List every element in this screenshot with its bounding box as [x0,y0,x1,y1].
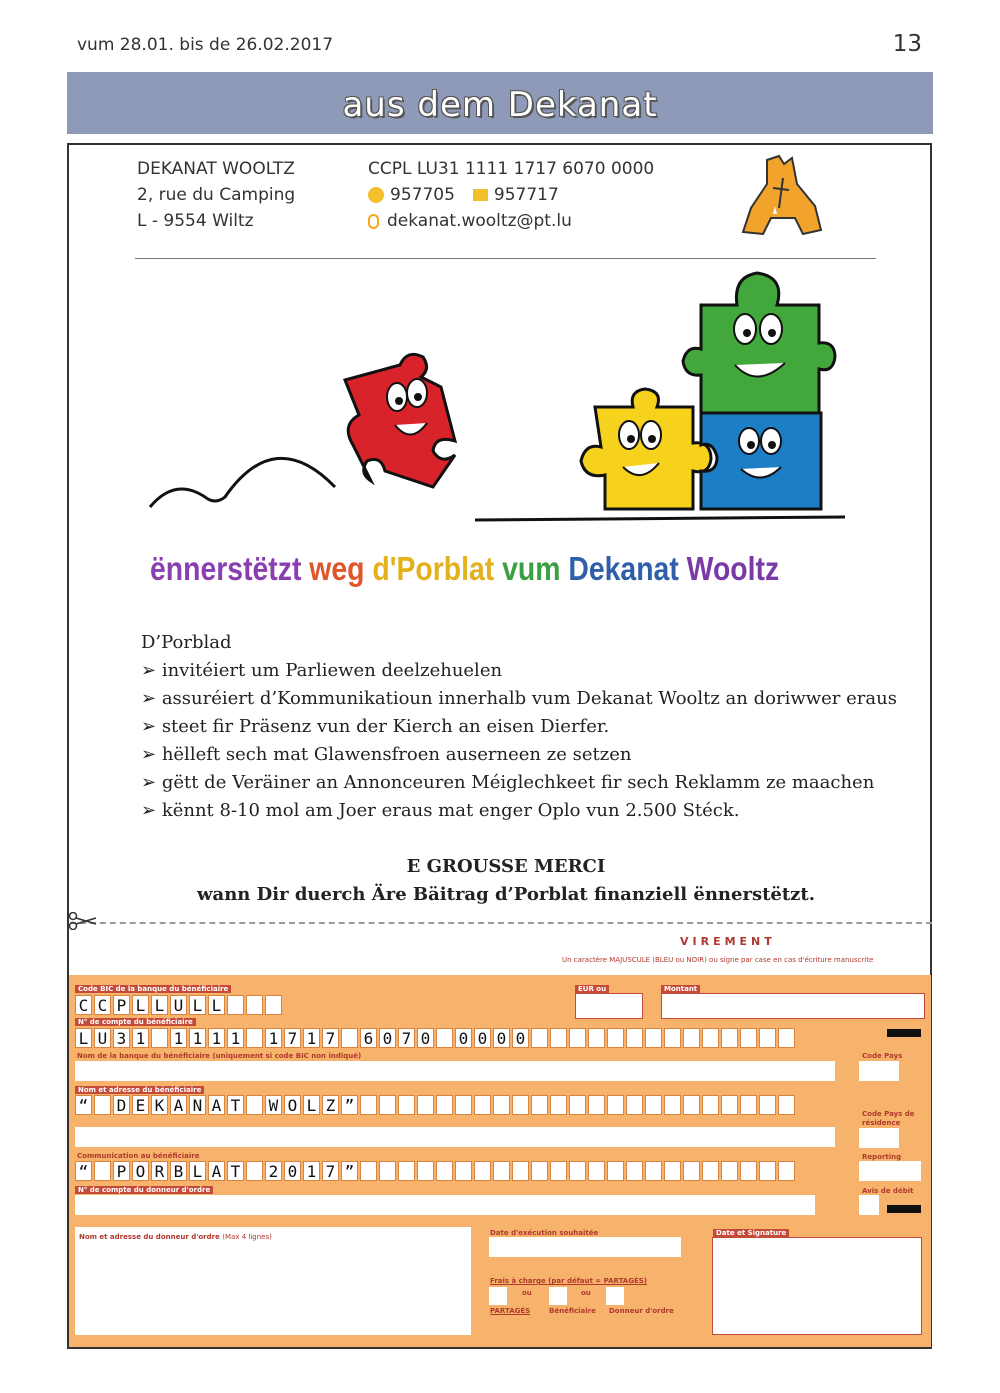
char-box[interactable]: P [113,995,130,1015]
bic-field[interactable] [75,995,282,1015]
char-box[interactable]: T [227,1161,244,1181]
date-signature-field[interactable] [712,1237,922,1335]
char-box[interactable] [151,1028,168,1048]
date-exec-field[interactable] [489,1237,681,1257]
char-box[interactable] [759,1095,776,1115]
char-box[interactable] [398,1095,415,1115]
char-box[interactable]: 1 [170,1028,187,1048]
dekanat-logo-icon [737,154,827,240]
char-box[interactable] [740,1095,757,1115]
frais-ou-2: ou [581,1289,591,1297]
char-box[interactable] [493,1161,510,1181]
account-donor-field[interactable] [75,1195,815,1215]
char-box[interactable]: “ [75,1095,92,1115]
char-box[interactable]: “ [75,1161,92,1181]
char-box[interactable]: 0 [474,1028,491,1048]
char-box[interactable]: 7 [398,1028,415,1048]
frais-donneur-checkbox[interactable] [606,1287,624,1305]
bank-name-field[interactable] [75,1061,835,1081]
char-box[interactable] [645,1095,662,1115]
bullet-text: invitéiert um Parliewen deelzehuelen [161,660,503,681]
char-box[interactable] [246,1161,263,1181]
char-box[interactable]: 1 [132,1028,149,1048]
char-box[interactable] [626,1161,643,1181]
communication-field[interactable] [75,1161,795,1181]
char-box[interactable] [436,1095,453,1115]
char-box[interactable] [94,1161,111,1181]
char-box[interactable] [379,1095,396,1115]
code-pays-residence-field[interactable] [859,1128,899,1148]
frais-beneficiaire-label: Bénéficiaire [549,1307,596,1315]
char-box[interactable]: W [265,1095,282,1115]
mouse-icon [368,214,379,229]
char-box[interactable] [341,1028,358,1048]
donor-name-note: (Max 4 lignes) [222,1233,272,1241]
char-box[interactable] [360,1161,377,1181]
char-box[interactable] [474,1161,491,1181]
char-box[interactable]: U [170,995,187,1015]
thanks-text: wann Dir duerch Äre Bäitrag d’Porblat finanziell ënnerstëtzt. [197,884,815,905]
char-box[interactable]: C [94,995,111,1015]
name-address-label: Nom et adresse du bénéficiaire [75,1086,204,1094]
char-box[interactable]: D [113,1095,130,1115]
char-box[interactable]: 1 [227,1028,244,1048]
char-box[interactable] [645,1028,662,1048]
list-item [141,800,897,828]
char-box[interactable]: 0 [493,1028,510,1048]
char-box[interactable] [778,1028,795,1048]
char-box[interactable]: 1 [303,1028,320,1048]
char-box[interactable]: O [132,1161,149,1181]
char-box[interactable] [246,995,263,1015]
red-puzzle-piece [345,354,455,487]
frais-partages-checkbox[interactable] [489,1287,507,1305]
char-box[interactable] [607,1028,624,1048]
puzzle-pieces-illustration [145,265,875,525]
currency-field[interactable] [575,993,643,1019]
form-title: VIREMENT [680,935,776,948]
char-box[interactable]: R [151,1161,168,1181]
slogan-word-1: ënnerstëtzt [150,550,310,587]
black-mark [887,1205,921,1213]
list-item [141,716,897,744]
char-box[interactable] [379,1161,396,1181]
char-box[interactable] [721,1161,738,1181]
char-box[interactable]: L [132,995,149,1015]
char-box[interactable]: 7 [322,1028,339,1048]
slogan-word-6: Wooltz [686,550,780,587]
char-box[interactable]: L [303,1095,320,1115]
char-box[interactable] [683,1028,700,1048]
char-box[interactable] [550,1028,567,1048]
account-donor-label: N° de compte du donneur d'ordre [75,1186,213,1194]
char-box[interactable] [759,1028,776,1048]
reporting-label: Reporting [862,1153,902,1161]
char-box[interactable] [246,1095,263,1115]
section-title: aus dem Dekanat [342,85,658,125]
char-box[interactable]: T [227,1095,244,1115]
arrow-bullet-icon: ➢ [141,744,162,765]
frais-ou-1: ou [522,1289,532,1297]
char-box[interactable]: E [132,1095,149,1115]
char-box[interactable] [645,1161,662,1181]
char-box[interactable] [360,1095,377,1115]
char-box[interactable]: B [170,1161,187,1181]
slogan-word-4: vum [502,550,569,587]
frais-label: Frais à charge (par défaut = PARTAGÉS) [490,1277,647,1285]
char-box[interactable]: 0 [455,1028,472,1048]
bullet-text: steet fir Präsenz vun der Kierch an eisen Dierfer. [161,716,610,737]
bullet-text: kënnt 8-10 mol am Joer eraus mat enger Oplo vun 2.500 Stéck. [161,800,740,821]
dekanat-address [137,156,295,234]
fax-icon [473,189,488,201]
bullet-text: assuréiert d’Kommunikatioun innerhalb vum Dekanat Wooltz an doriwwer eraus [161,688,897,709]
char-box[interactable]: U [94,1028,111,1048]
dekanat-city: L - 9554 Wiltz [137,211,254,231]
char-box[interactable]: Z [322,1095,339,1115]
char-box[interactable] [569,1095,586,1115]
dekanat-account: CCPL LU31 1111 1717 6070 0000 [368,159,655,179]
date-signature-label: Date et Signature [713,1229,789,1237]
slogan-word-5: Dekanat [568,550,687,587]
arrow-bullet-icon: ➢ [141,772,162,793]
char-box[interactable]: 0 [379,1028,396,1048]
char-box[interactable]: L [189,995,206,1015]
donor-name-label [75,1227,471,1247]
fax-number: 957717 [493,185,559,205]
list-item [141,688,897,716]
char-box[interactable] [436,1161,453,1181]
amount-label: Montant [661,985,700,993]
char-box[interactable]: ” [341,1161,358,1181]
char-box[interactable] [550,1095,567,1115]
code-pays-field[interactable] [859,1061,899,1081]
char-box[interactable]: A [208,1095,225,1115]
bic-label: Code BIC de la banque du bénéficiaire [75,985,231,993]
char-box[interactable]: K [151,1095,168,1115]
char-box[interactable] [531,1161,548,1181]
reporting-field[interactable] [859,1161,921,1181]
arrow-bullet-icon: ➢ [141,660,162,681]
char-box[interactable]: A [208,1161,225,1181]
char-box[interactable]: 0 [512,1028,529,1048]
phone-fax-line [368,182,654,208]
char-box[interactable] [512,1161,529,1181]
bullet-text: hëlleft sech mat Glawensfroen auserneen ze setzen [161,744,632,765]
porblad-heading: D’Porblad [141,632,232,653]
char-box[interactable] [550,1161,567,1181]
char-box[interactable] [455,1095,472,1115]
list-item [141,744,897,772]
code-pays-residence-label: Code Pays de résidence [862,1110,915,1127]
char-box[interactable] [531,1095,548,1115]
char-box[interactable] [227,995,244,1015]
char-box[interactable] [664,1028,681,1048]
amount-field[interactable] [661,993,925,1019]
char-box[interactable] [531,1028,548,1048]
char-box[interactable]: L [208,995,225,1015]
char-box[interactable] [493,1095,510,1115]
frais-partages-label: PARTAGÉS [490,1307,531,1315]
char-box[interactable]: 1 [189,1028,206,1048]
eur-label: EUR ou [575,985,609,993]
char-box[interactable]: L [151,995,168,1015]
char-box[interactable]: 6 [360,1028,377,1048]
frais-donneur-label: Donneur d'ordre [609,1307,674,1315]
form-instruction: Un caractère MAJUSCULE (BLEU ou NOIR) ou signe par case en cas d'écriture manuscrite [562,956,874,964]
phone-number: 957705 [390,185,455,205]
char-box[interactable] [94,1095,111,1115]
char-box[interactable] [721,1095,738,1115]
communication-label: Communication au bénéficiaire [77,1152,200,1160]
slogan-word-2: weg [309,550,373,587]
char-box[interactable] [607,1161,624,1181]
char-box[interactable]: L [75,1028,92,1048]
char-box[interactable]: 2 [265,1161,282,1181]
black-mark [887,1029,921,1037]
section-banner [67,72,933,134]
arrow-bullet-icon: ➢ [141,688,162,709]
char-box[interactable] [702,1095,719,1115]
donor-name-field[interactable] [75,1227,471,1335]
char-box[interactable] [588,1095,605,1115]
thanks-heading: E GROUSSE MERCI [406,856,606,877]
list-item [141,660,897,688]
arrow-bullet-icon: ➢ [141,716,162,737]
char-box[interactable] [683,1161,700,1181]
list-item [141,772,897,800]
scissors-icon [68,912,98,930]
char-box[interactable] [759,1161,776,1181]
char-box[interactable]: 0 [417,1028,434,1048]
char-box[interactable]: 3 [113,1028,130,1048]
char-box[interactable] [702,1028,719,1048]
char-box[interactable] [417,1161,434,1181]
char-box[interactable] [588,1161,605,1181]
char-box[interactable] [740,1028,757,1048]
char-box[interactable] [569,1161,586,1181]
char-box[interactable] [436,1028,453,1048]
char-box[interactable]: P [113,1161,130,1181]
date-exec-label: Date d'exécution souhaitée [490,1229,599,1237]
letterhead-divider [135,258,876,259]
yellow-puzzle-piece [581,389,711,509]
avis-debit-field[interactable] [859,1195,879,1215]
cut-line [70,922,932,924]
char-box[interactable] [417,1095,434,1115]
char-box[interactable] [398,1161,415,1181]
frais-beneficiaire-checkbox[interactable] [549,1287,567,1305]
char-box[interactable] [664,1161,681,1181]
dekanat-contact [368,156,654,234]
phone-icon [368,187,384,203]
avis-debit-label: Avis de débit [862,1187,914,1195]
char-box[interactable] [474,1095,491,1115]
char-box[interactable]: N [189,1095,206,1115]
bank-name-label: Nom de la banque du bénéficiaire (uniquement si code BIC non indiqué) [77,1052,362,1060]
char-box[interactable]: 1 [303,1161,320,1181]
char-box[interactable] [721,1028,738,1048]
char-box[interactable] [740,1161,757,1181]
char-box[interactable] [626,1028,643,1048]
char-box[interactable] [455,1161,472,1181]
email-address: dekanat.wooltz@pt.lu [387,211,572,231]
char-box[interactable]: 0 [284,1161,301,1181]
char-box[interactable] [588,1028,605,1048]
beneficiary-address-field[interactable] [75,1127,835,1147]
char-box[interactable] [702,1161,719,1181]
email-line [368,208,654,234]
char-box[interactable]: 7 [322,1161,339,1181]
char-box[interactable]: L [189,1161,206,1181]
char-box[interactable]: A [170,1095,187,1115]
support-slogan [150,550,779,588]
dekanat-street: 2, rue du Camping [137,185,296,205]
donor-name-label-text: Nom et adresse du donneur d'ordre [79,1233,220,1241]
char-box[interactable] [607,1095,624,1115]
char-box[interactable] [626,1095,643,1115]
green-puzzle-piece [683,273,835,413]
dekanat-name: DEKANAT WOOLTZ [137,159,295,179]
beneficiary-name-field[interactable] [75,1095,795,1115]
virement-form [69,975,931,1347]
char-box[interactable] [265,995,282,1015]
char-box[interactable]: 1 [208,1028,225,1048]
char-box[interactable]: 7 [284,1028,301,1048]
bullet-text: gëtt de Veräiner an Annonceuren Méiglechkeet fir sech Reklamm ze maachen [161,772,875,793]
char-box[interactable] [569,1028,586,1048]
char-box[interactable] [683,1095,700,1115]
arrow-bullet-icon: ➢ [141,800,162,821]
page-number: 13 [892,31,922,57]
char-box[interactable]: C [75,995,92,1015]
char-box[interactable] [778,1161,795,1181]
account-beneficiary-label: N° de compte du bénéficiaire [75,1018,196,1026]
char-box[interactable] [512,1095,529,1115]
code-pays-label: Code Pays [862,1052,903,1060]
slogan-word-3: d'Porblat [372,550,503,587]
porblad-bullet-list [141,660,897,828]
char-box[interactable] [664,1095,681,1115]
account-beneficiary-field[interactable] [75,1028,795,1048]
char-box[interactable] [778,1095,795,1115]
char-box[interactable]: ” [341,1095,358,1115]
char-box[interactable]: O [284,1095,301,1115]
char-box[interactable] [246,1028,263,1048]
char-box[interactable]: 1 [265,1028,282,1048]
issue-date-range: vum 28.01. bis de 26.02.2017 [77,35,334,55]
